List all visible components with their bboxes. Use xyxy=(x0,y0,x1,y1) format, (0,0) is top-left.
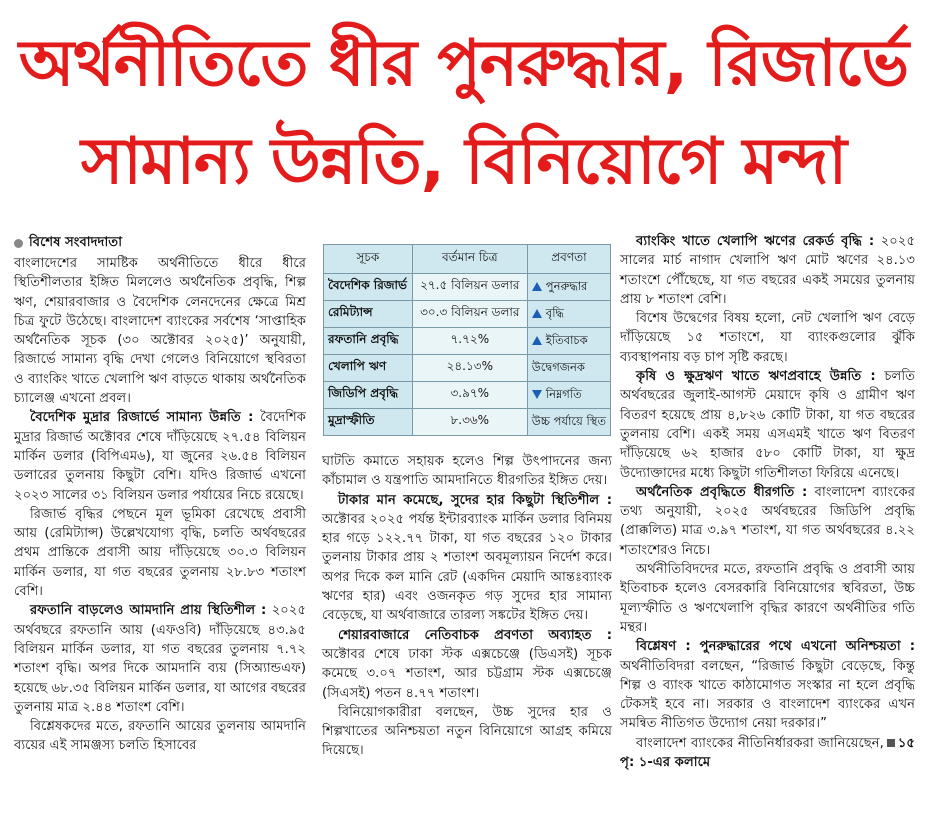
table-header: প্রবণতা xyxy=(527,245,610,274)
headline xyxy=(0,0,927,230)
subheading: বৈদেশিক মুদ্রার রিজার্ভে সামান্য উন্নতি : xyxy=(30,410,254,426)
paragraph: বিশ্লেষকদের মতে, রফতানি আয়ের তুলনায় আমদানি ব্যয়ের এই সামঞ্জস্য চলতি হিসাবের xyxy=(14,719,306,754)
paragraph-with-heading xyxy=(322,626,612,703)
paragraph-text: চলতি অর্থবছরের জুলাই-আগস্ট মেয়াদে কৃষি ও গ্রামীণ ঋণ বিতরণ হয়েছে প্রায় ৪,৮২৬ কোটি টাকা, যা গত বছরের তুলনায় বেশি। একই সময় এসএমই খাতে ঋণ বিতরণ দাঁড়িয়েছে ৬২ হাজার ৫৮০ কোটি টাকা, যা ক্ষুদ্র উদ্যোক্তাদের মধ্যে কিছুটা গতিশীলতা ফিরিয়ে এনেছে। xyxy=(620,369,915,481)
paragraph-text: অক্টোবর শেষে ঢাকা স্টক এক্সচেঞ্জে (ডিএসই) সূচক কমেছে ৩.০৭ শতাংশ, আর চট্টগ্রাম স্টক এক্সচেঞ্জে (সিএসই) পতন ৪.৭৭ শতাংশ। xyxy=(322,646,612,701)
paragraph-with-heading xyxy=(322,491,612,626)
column-3 xyxy=(620,232,915,772)
column-1 xyxy=(14,232,306,756)
subheading: রফতানি বাড়লেও আমদানি প্রায় স্থিতিশীল : xyxy=(30,603,267,619)
table-row xyxy=(324,274,611,301)
trend-text: বৃদ্ধি xyxy=(545,305,564,320)
table-row xyxy=(324,382,611,409)
arrow-up-icon xyxy=(532,309,542,318)
paragraph-text: ২০২৫ অর্থবছরে রফতানি আয় (এফওবি) দাঁড়িয়েছে ৪৩.৯৫ বিলিয়ন মার্কিন ডলার, যা গত বছরের তুলনায় ৭.৭২ শতাংশ বৃদ্ধি। অপর দিকে আমদানি ব্যয় (সিঅ্যান্ডএফ) হয়েছে ৬৮.৩৫ বিলিয়ন মার্কিন ডলার, যা আগের বছরের তুলনায় মাত্র ২.৪৪ শতাংশ বেশি। xyxy=(14,603,306,715)
value-cell: ৩০.৩ বিলিয়ন ডলার xyxy=(412,301,527,328)
trend-cell xyxy=(527,382,610,409)
arrow-up-icon xyxy=(532,282,542,291)
paragraph xyxy=(620,734,915,773)
table-row xyxy=(324,328,611,355)
byline xyxy=(14,232,306,254)
value-cell: ৭.৭২% xyxy=(412,328,527,355)
headline-line-1: অর্থনীতিতে ধীর পুনরুদ্ধার, রিজার্ভে xyxy=(18,27,909,101)
paragraph: বাংলাদেশের সামষ্টিক অর্থনীতিতে ধীরে ধীরে স্থিতিশীলতার ইঙ্গিত মিললেও অর্থনৈতিক প্রবৃদ্ধি, শিল্প ঋণ, শেয়ারবাজার ও বৈদেশিক লেনদেনের ক্ষেত্রে মিশ্র চিত্র ফুটে উঠেছে। বাংলাদেশ ব্যাংকের সর্বশেষ ‘সাপ্তাহিক অর্থনৈতিক সূচক (৩০ অক্টোবর ২০২৫)’ অনুযায়ী, রিজার্ভে সামান্য বৃদ্ধি দেখা গেলেও বিনিয়োগে স্থবিরতা ও ব্যাংকিং খাতে খেলাপি ঋণ বাড়তে থাকায় অর্থনৈতিক চ্যালেঞ্জ এখনো প্রবল। xyxy=(14,256,306,407)
trend-text: উচ্চ পর্যায়ে স্থিত xyxy=(531,413,606,428)
paragraph-with-heading xyxy=(620,232,915,309)
table-header: বর্তমান চিত্র xyxy=(412,245,527,274)
indicator-table xyxy=(323,244,611,436)
table-header: সূচক xyxy=(324,245,413,274)
indicator-cell: রেমিট্যান্স xyxy=(324,301,413,328)
value-cell: ২৭.৫ বিলিয়ন ডলার xyxy=(412,274,527,301)
trend-text: পুনরুদ্ধার xyxy=(545,278,588,293)
trend-text: উদ্বেগজনক xyxy=(531,359,585,374)
indicator-cell: রফতানি প্রবৃদ্ধি xyxy=(324,328,413,355)
trend-cell xyxy=(527,409,610,436)
subheading: ব্যাংকিং খাতে খেলাপি ঋণের রেকর্ড বৃদ্ধি : xyxy=(636,234,875,249)
indicator-cell: মুদ্রাস্ফীতি xyxy=(324,409,413,436)
paragraph-with-heading xyxy=(14,408,306,504)
paragraph: বিশেষ উদ্বেগের বিষয় হলো, নেট খেলাপি ঋণ বেড়ে দাঁড়িয়েছে ১৫ শতাংশে, যা ব্যাংকগুলোর ঝুঁকি ব্যবস্থাপনায় বড় চাপ সৃষ্টি করছে। xyxy=(620,311,915,365)
subheading: কৃষি ও ক্ষুদ্রঋণ খাতে ঋণপ্রবাহে উন্নতি : xyxy=(636,369,876,385)
paragraph-with-heading xyxy=(620,637,915,733)
bullet-icon xyxy=(14,239,23,248)
paragraph-text: অক্টোবর ২০২৫ পর্যন্ত ইন্টারব্যাংক মার্কিন ডলার বিনিময় হার গড়ে ১২২.৭৭ টাকা, যা গত বছরের ১২০ টাকার তুলনায় টাকার প্রায় ২ শতাংশ অবমূল্যায়ন নির্দেশ করে। অপর দিকে কল মানি রেট (একদিন মেয়াদি আন্তঃব্যাংক ঋণের হার) এবং ওজনকৃত গড় সুদের হার সামান্য বেড়েছে, যা অর্থবাজারে তারল্য সঙ্কটের ইঙ্গিত দেয়। xyxy=(322,511,612,624)
table-header-row xyxy=(324,245,611,274)
paragraph-text: অর্থনীতিবিদরা বলছেন, “রিজার্ভ কিছুটা বেড়েছে, কিন্তু শিল্প ও ব্যাংক খাতে কাঠামোগত সংস্কার না হলে প্রবৃদ্ধি টেকসই হবে না। সরকার ও বাংলাদেশ ব্যাংকের এখন সমন্বিত নীতিগত উদ্যোগ নেয়া দরকার।” xyxy=(620,658,915,732)
table-row xyxy=(324,301,611,328)
paragraph-with-heading xyxy=(620,367,915,483)
paragraph: ঘাটতি কমাতে সহায়ক হলেও শিল্প উৎপাদনের জন্য কাঁচামাল ও যন্ত্রপাতি আমদানিতে ধীরগতির ইঙ্গিত দেয়। xyxy=(322,454,612,489)
paragraph: বিনিয়োগকারীরা বলছেন, উচ্চ সুদের হার ও শিল্পখাতের অনিশ্চয়তা নতুন বিনিয়োগে আগ্রহ কমিয়ে দিয়েছে। xyxy=(322,704,612,759)
square-bullet-icon xyxy=(887,739,895,747)
subheading: টাকার মান কমেছে, সুদের হার কিছুটা স্থিতিশীল : xyxy=(338,492,612,508)
indicator-cell: খেলাপি ঋণ xyxy=(324,355,413,382)
trend-text: ইতিবাচক xyxy=(545,332,588,347)
paragraph-text: ২০২৫ সালের মার্চ নাগাদ খেলাপি ঋণ মোট ঋণের ২৪.১৩ শতাংশে পৌঁছেছে, যা গত বছরের একই সময়ের তুলনায় প্রায় ৮ শতাংশ বেশি। xyxy=(620,234,915,307)
value-cell: ২৪.১৩% xyxy=(412,355,527,382)
paragraph-text: বাংলাদেশ ব্যাংকের তথ্য অনুযায়ী, ২০২৫ অর্থবছরের জিডিপি প্রবৃদ্ধি (প্রাক্কলিত) মাত্র ৩.৯৭ শতাংশ, যা গত অর্থবছরের ৪.২২ শতাংশেরও নিচে। xyxy=(620,484,915,558)
indicator-cell: বৈদেশিক রিজার্ভ xyxy=(324,274,413,301)
column-2 xyxy=(322,452,612,761)
value-cell: ৮.৩৬% xyxy=(412,409,527,436)
paragraph: অর্থনীতিবিদদের মতে, রফতানি প্রবৃদ্ধি ও প্রবাসী আয় ইতিবাচক হলেও বেসরকারি বিনিয়োগের স্থবিরতা, উচ্চ মূল্যস্ফীতি ও ঋণখেলাপি বৃদ্ধির কারণে অর্থনীতির গতি মন্থর। xyxy=(620,562,915,635)
paragraph-with-heading xyxy=(620,483,915,560)
subheading: বিশ্লেষণ : পুনরুদ্ধারের পথে এখনো অনিশ্চয়তা : xyxy=(636,639,915,655)
indicator-cell: জিডিপি প্রবৃদ্ধি xyxy=(324,382,413,409)
arrow-up-icon xyxy=(532,336,542,345)
subheading: অর্থনৈতিক প্রবৃদ্ধিতে ধীরগতি : xyxy=(636,484,808,500)
headline-line-2: সামান্য উন্নতি, বিনিয়োগে মন্দা xyxy=(80,125,847,199)
byline-text: বিশেষ সংবাদদাতা xyxy=(29,235,123,251)
table-row xyxy=(324,409,611,436)
paragraph-text: বৈদেশিক মুদ্রার রিজার্ভ অক্টোবর শেষে দাঁড়িয়েছে ২৭.৫৪ বিলিয়ন মার্কিন ডলার (বিপিএম৬), যা জুনের ২৬.৫৪ বিলিয়ন ডলারের তুলনায় কিছুটা বেশি। যদিও রিজার্ভ এখনো ২০২৩ সালের ৩১ বিলিয়ন ডলার পর্যায়ের নিচে রয়েছে। xyxy=(14,410,306,503)
trend-cell xyxy=(527,274,610,301)
continuation-note: ১৫ পৃ: ১-এর কলামে xyxy=(620,735,915,771)
paragraph-text: বাংলাদেশ ব্যাংকের নীতিনির্ধারকরা জানিয়েছেন, xyxy=(636,735,884,751)
trend-cell xyxy=(527,301,610,328)
trend-cell xyxy=(527,328,610,355)
paragraph-with-heading xyxy=(14,601,306,717)
arrow-down-icon xyxy=(532,390,542,399)
subheading: শেয়ারবাজারে নেতিবাচক প্রবণতা অব্যাহত : xyxy=(338,627,612,643)
value-cell: ৩.৯৭% xyxy=(412,382,527,409)
trend-text: নিম্নগতি xyxy=(545,386,582,401)
trend-cell xyxy=(527,355,610,382)
table-row xyxy=(324,355,611,382)
paragraph: রিজার্ভ বৃদ্ধির পেছনে মূল ভূমিকা রেখেছে প্রবাসী আয় (রেমিট্যান্স) উল্লেখযোগ্য বৃদ্ধি, চলতি অর্থবছরের প্রথম প্রান্তিকে প্রবাসী আয় দাঁড়িয়েছে ৩০.৩ বিলিয়ন মার্কিন ডলার, যা গত বছরের তুলনায় ২৮.৮৩ শতাংশ বেশি। xyxy=(14,506,306,600)
